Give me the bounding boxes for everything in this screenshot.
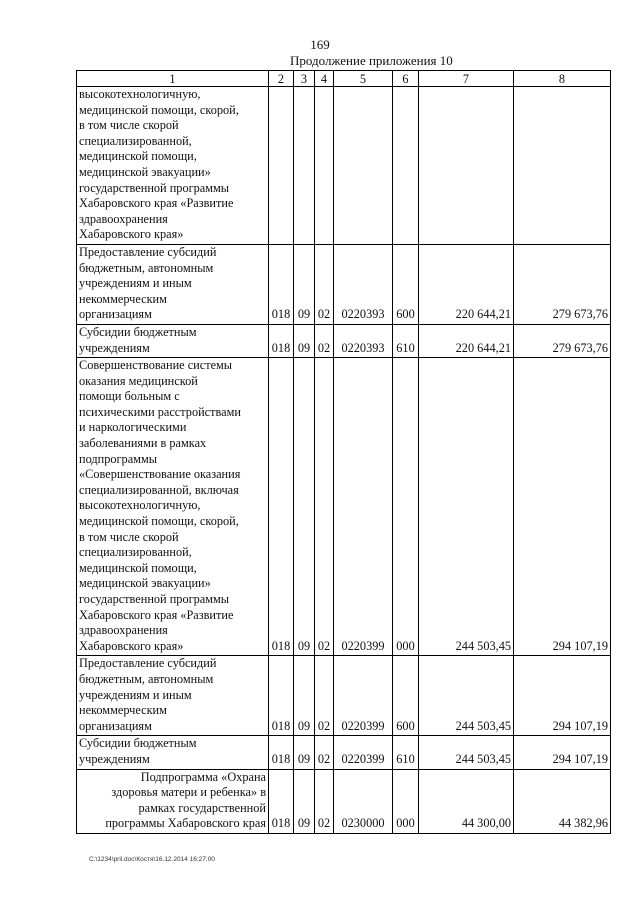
row-target-code: 0220399 [334,656,393,736]
row-section-code: 09 [294,736,315,769]
continuation-title: Продолжение приложения 10 [290,53,453,68]
row-ministry-code: 018 [269,244,294,324]
row-ministry-code: 018 [269,656,294,736]
row-expense-type: 000 [393,769,419,833]
row-subsection-code: 02 [315,244,334,324]
row-expense-type: 600 [393,656,419,736]
row-target-code: 0220399 [334,358,393,656]
row-name: Предоставление субсидий бюджетным, автономным учреждениям и иным некоммерческим организациям [77,244,269,324]
row-expense-type: 610 [393,324,419,357]
row-ministry-code: 018 [269,769,294,833]
row-expense-type [393,87,419,245]
table-row [77,324,611,357]
row-target-code: 0220393 [334,244,393,324]
header-col-7: 7 [419,71,514,87]
row-name: Подпрограмма «Охрана здоровья матери и ребенка» в рамках государственной программы Хабаровского края [77,769,269,833]
row-target-code: 0220393 [334,324,393,357]
table-row [77,358,611,656]
row-target-code: 0230000 [334,769,393,833]
table-row [77,656,611,736]
row-subsection-code [315,87,334,245]
row-subsection-code: 02 [315,656,334,736]
row-ministry-code [269,87,294,245]
row-amount-col7: 44 300,00 [419,769,514,833]
row-section-code: 09 [294,244,315,324]
header-col-1: 1 [77,71,269,87]
row-amount-col8: 44 382,96 [514,769,611,833]
row-amount-col8: 294 107,19 [514,656,611,736]
row-subsection-code: 02 [315,324,334,357]
page-number: 169 [310,37,330,52]
row-amount-col8: 294 107,19 [514,736,611,769]
header-col-6: 6 [393,71,419,87]
row-amount-col8: 279 673,76 [514,324,611,357]
row-subsection-code: 02 [315,769,334,833]
row-name: Субсидии бюджетным учреждениям [77,324,269,357]
row-ministry-code: 018 [269,358,294,656]
budget-table [76,70,611,834]
row-section-code: 09 [294,769,315,833]
row-amount-col8: 279 673,76 [514,244,611,324]
row-amount-col7: 244 503,45 [419,358,514,656]
row-section-code [294,87,315,245]
header-row [77,71,611,87]
row-ministry-code: 018 [269,324,294,357]
row-section-code: 09 [294,656,315,736]
row-ministry-code: 018 [269,736,294,769]
row-section-code: 09 [294,358,315,656]
row-name: Совершенствование системы оказания медицинской помощи больным с психическими расстройствами и наркологическими заболеваниями в рамках подпрограммы «Совершенствование оказания специализированной, включая высокотехнологичную, медицинской помощи, скорой, в том числе скорой специализированной, медицинской помощи, медицинской эвакуации» государственной программы Хабаровского края «Развитие здравоохранения Хабаровского края» [77,358,269,656]
header-col-3: 3 [294,71,315,87]
row-subsection-code: 02 [315,736,334,769]
row-amount-col7: 244 503,45 [419,736,514,769]
table-row [77,244,611,324]
row-target-code [334,87,393,245]
row-amount-col7 [419,87,514,245]
table-row [77,736,611,769]
header-col-5: 5 [334,71,393,87]
row-expense-type: 000 [393,358,419,656]
row-expense-type: 610 [393,736,419,769]
row-amount-col7: 244 503,45 [419,656,514,736]
row-target-code: 0220399 [334,736,393,769]
table-row [77,769,611,833]
file-path-footer: C:\1234\pril.doc\Костя\16.12.2014 16:27:00 [89,856,215,863]
row-subsection-code: 02 [315,358,334,656]
table-row [77,87,611,245]
header-col-8: 8 [514,71,611,87]
row-amount-col7: 220 644,21 [419,324,514,357]
header-col-2: 2 [269,71,294,87]
row-name: Предоставление субсидий бюджетным, автономным учреждениям и иным некоммерческим организациям [77,656,269,736]
row-amount-col8 [514,87,611,245]
row-expense-type: 600 [393,244,419,324]
row-amount-col8: 294 107,19 [514,358,611,656]
row-name: Субсидии бюджетным учреждениям [77,736,269,769]
row-name: высокотехнологичную, медицинской помощи, скорой, в том числе скорой специализированной, медицинской помощи, медицинской эвакуации» государственной программы Хабаровского края «Развитие здравоохранения Хабаровского края» [77,87,269,245]
header-col-4: 4 [315,71,334,87]
row-amount-col7: 220 644,21 [419,244,514,324]
row-section-code: 09 [294,324,315,357]
